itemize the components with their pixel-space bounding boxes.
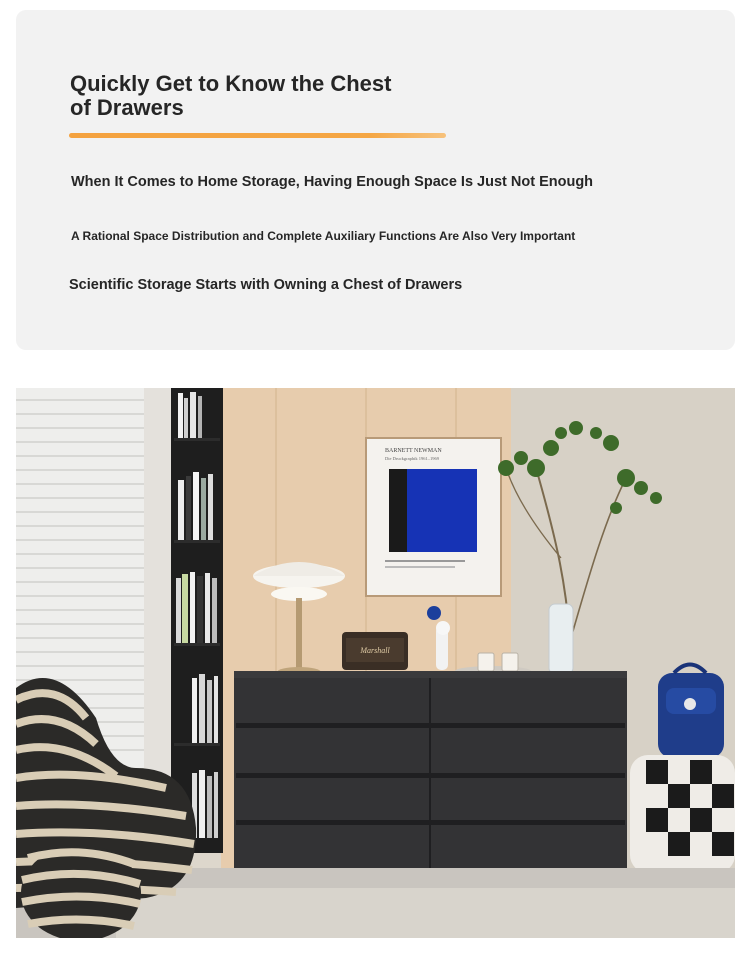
product-photo	[16, 388, 735, 938]
checkered-stool	[630, 755, 735, 873]
intro-card	[16, 10, 735, 350]
speaker-logo: Marshall	[360, 646, 390, 655]
room-scene	[16, 388, 735, 938]
speaker	[342, 632, 408, 670]
chest-of-drawers	[234, 671, 627, 877]
poster	[366, 438, 501, 596]
poster-title: BARNETT NEWMAN	[385, 448, 442, 454]
title-underline	[69, 133, 446, 138]
intro-line-2: A Rational Space Distribution and Complete Auxiliary Functions Are Also Very Important	[71, 229, 576, 243]
section-title: Quickly Get to Know the Chest of Drawers	[70, 71, 392, 120]
backpack	[658, 665, 724, 759]
intro-line-3: Scientific Storage Starts with Owning a Chest of Drawers	[69, 277, 463, 293]
poster-subtitle: Die Druckgraphik 1961–1969	[385, 456, 439, 461]
intro-line-1: When It Comes to Home Storage, Having Enough Space Is Just Not Enough	[71, 174, 594, 190]
